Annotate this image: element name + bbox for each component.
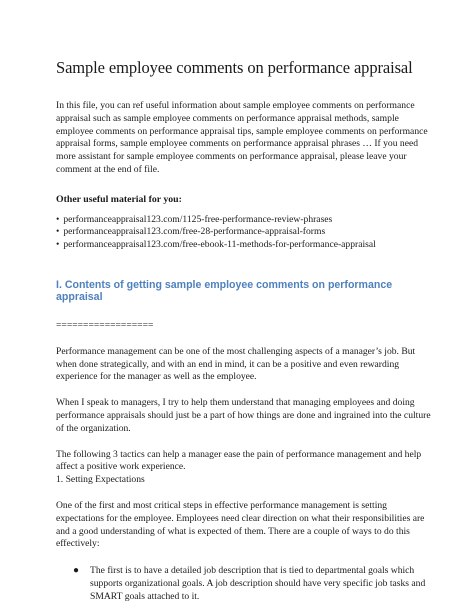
list-item (73, 565, 436, 603)
body-paragraph: One of the first and most critical steps in effective performance management is setting expectations for the employee. Employees need clear direction on what their responsibilities are and a good understanding of what is expected of them. There are a couple of ways to do this effectively: (56, 499, 425, 550)
document-title: Sample employee comments on performance appraisal (56, 58, 413, 77)
bullet-list (56, 565, 436, 603)
useful-link[interactable]: • performanceappraisal123.com/free-28-performance-appraisal-forms (56, 226, 436, 239)
bullet-icon: ● (73, 565, 80, 577)
useful-material-heading: Other useful material for you: (56, 193, 182, 205)
useful-link[interactable]: • performanceappraisal123.com/free-ebook-11-methods-for-performance-appraisal (56, 239, 436, 252)
subsection-heading: 1. Setting Expectations (56, 474, 145, 486)
useful-link[interactable]: • performanceappraisal123.com/1125-free-performance-review-phrases (56, 214, 436, 227)
separator-line: ================== (56, 319, 154, 331)
section-heading: I. Contents of getting sample employee comments on performance appraisal (56, 278, 393, 303)
intro-paragraph: In this file, you can ref useful information about sample employee comments on performance appraisal such as sample employee comments on performance appraisal methods, sample employee comments on performance appraisal tips, sample employee comments on performance appraisal forms, sample employee comments on performance appraisal phrases … If you need more assistant for sample employee comments on performance appraisal, please leave your comment at the end of file. (56, 100, 428, 175)
useful-links-list (56, 214, 436, 252)
list-item-text: The first is to have a detailed job description that is tied to departmental goals which supports organizational goals. A job description should have very specific job tasks and SMART goals attached to it. (90, 565, 426, 602)
body-paragraph: The following 3 tactics can help a manager ease the pain of performance management and help affect a positive work experience. (56, 448, 422, 473)
body-paragraph: Performance management can be one of the most challenging aspects of a manager’s job. But when done strategically, and with an end in mind, it can be a positive and even rewarding experience for the manager as well as the employee. (56, 345, 416, 383)
body-paragraph: When I speak to managers, I try to help them understand that managing employees and doing performance appraisals should just be a part of how things are done and ingrained into the culture of the organization. (56, 397, 431, 434)
